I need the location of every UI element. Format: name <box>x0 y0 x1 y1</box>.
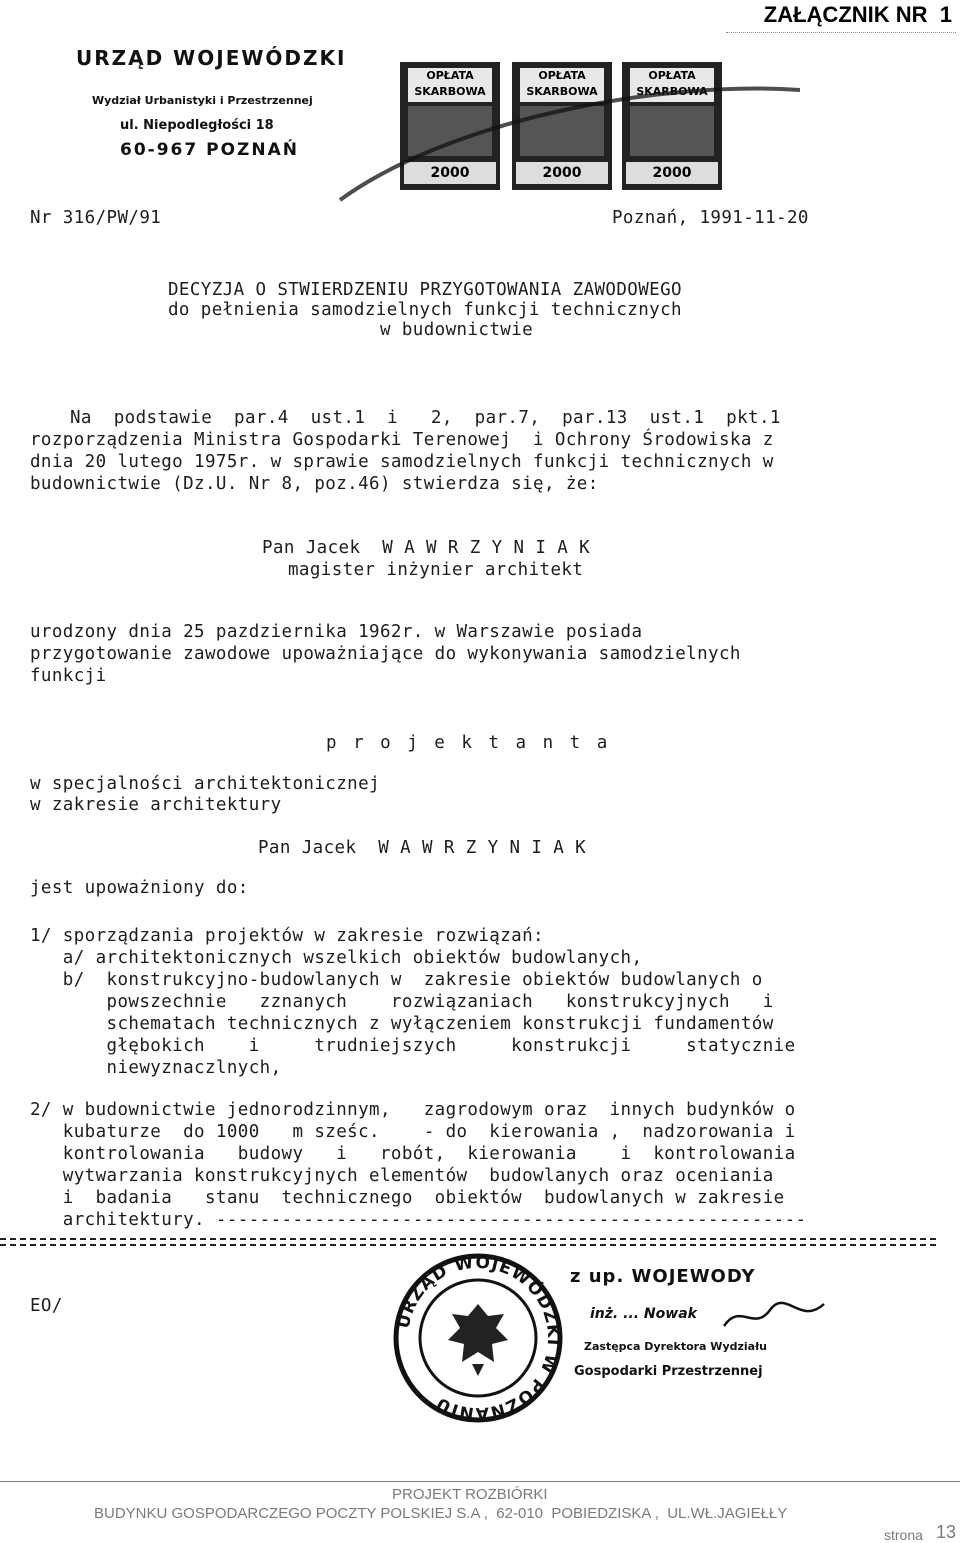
signature-line4: Gospodarki Przestrzennej <box>574 1364 763 1379</box>
specialty-line: w specjalności architektonicznej <box>30 774 380 794</box>
fee-stamp-label: OPŁATA SKARBOWA <box>408 68 492 102</box>
footer-project-title: PROJEKT ROZBIÓRKI <box>392 1486 548 1503</box>
basis-line: rozporządzenia Ministra Gospodarki Terenowej i Ochrony Środowiska z <box>30 430 774 450</box>
document-number: Nr 316/PW/91 <box>30 208 162 228</box>
person-title: magister inżynier architekt <box>288 560 584 580</box>
scope-line: kontrolowania budowy i robót, kierowania i kontrolowania <box>30 1144 796 1164</box>
signature-stamp <box>570 1262 830 1422</box>
scope-line: wytwarzania konstrukcyjnych elementów budowlanych oraz oceniania <box>30 1166 774 1186</box>
dashed-rule <box>0 1244 936 1246</box>
office-stamp-line2: Wydział Urbanistyki i Przestrzennej <box>92 94 313 107</box>
title-line: DECYZJA O STWIERDZENIU PRZYGOTOWANIA ZAWODOWEGO <box>168 280 682 300</box>
fee-stamp-label: OPŁATA SKARBOWA <box>520 68 604 102</box>
specialty-line: w zakresie architektury <box>30 795 282 815</box>
scope-line: 2/ w budownictwie jednorodzinnym, zagrodowym oraz innych budynków o <box>30 1100 796 1120</box>
scope-line: 1/ sporządzania projektów w zakresie rozwiązań: <box>30 926 544 946</box>
office-stamp-line1: URZĄD WOJEWÓDZKI <box>76 46 347 70</box>
scope-line: schematach technicznych z wyłączeniem konstrukcji fundamentów <box>30 1014 774 1034</box>
born-line: przygotowanie zawodowe upoważniające do wykonywania samodzielnych <box>30 644 741 664</box>
page-label: strona <box>884 1527 923 1543</box>
footer-rule <box>0 1481 960 1482</box>
scope-line: głębokich i trudniejszych konstrukcji statycznie <box>30 1036 796 1056</box>
round-seal <box>392 1252 564 1424</box>
office-stamp-line3: ul. Niepodległości 18 <box>120 118 274 133</box>
attachment-heading: ZAŁĄCZNIK NR 1 <box>763 2 952 27</box>
fee-stamp-value: 2000 <box>404 162 496 184</box>
title-line: w budownictwie <box>380 320 534 340</box>
overprint-stamp-arc <box>330 60 810 210</box>
signature-line1: z up. WOJEWODY <box>570 1266 756 1287</box>
distribution-note: EO/ <box>30 1296 63 1316</box>
person-name-repeat: Pan Jacek W A W R Z Y N I A K <box>258 838 587 858</box>
eagle-emblem-icon <box>448 1304 508 1376</box>
scope-line: powszechnie zznanych rozwiązaniach konstrukcyjnych i <box>30 992 774 1012</box>
signature-scribble <box>720 1296 830 1336</box>
footer-building-address: BUDYNKU GOSPODARCZEGO POCZTY POLSKIEJ S.A , 62-010 POBIEDZISKA , UL.WŁ.JAGIEŁŁY <box>94 1505 788 1522</box>
fee-stamp-value: 2000 <box>626 162 718 184</box>
header-rule <box>726 32 956 33</box>
born-line: funkcji <box>30 666 107 686</box>
title-line: do pełnienia samodzielnych funkcji technicznych <box>168 300 682 320</box>
basis-line: dnia 20 lutego 1975r. w sprawie samodzielnych funkcji technicznych w <box>30 452 774 472</box>
page-number: 13 <box>936 1522 957 1542</box>
authorized-to: jest upoważniony do: <box>30 878 249 898</box>
person-name: Pan Jacek W A W R Z Y N I A K <box>262 538 591 558</box>
born-line: urodzony dnia 25 pazdziernika 1962r. w Warszawie posiada <box>30 622 643 642</box>
scope-line: architektury. ------------------------------------------------------ <box>30 1210 807 1230</box>
fee-stamp-label: OPŁATA SKARBOWA <box>630 68 714 102</box>
scope-line: a/ architektonicznych wszelkich obiektów budowlanych, <box>30 948 643 968</box>
place-date: Poznań, 1991-11-20 <box>612 208 809 228</box>
scope-line: b/ konstrukcyjno-budowlanych w zakresie obiektów budowlanych o <box>30 970 763 990</box>
scope-line: kubaturze do 1000 m sześc. - do kierowania , nadzorowania i <box>30 1122 796 1142</box>
function-title: p r o j e k t a n t a <box>326 733 611 753</box>
office-stamp-line4: 60-967 POZNAŃ <box>120 140 299 160</box>
signature-line3: Zastępca Dyrektora Wydziału <box>584 1340 767 1353</box>
seal-ring-text: URZĄD WOJEWÓDZKI W POZNANIU <box>393 1252 564 1424</box>
dashed-rule <box>0 1238 936 1240</box>
fee-stamp-value: 2000 <box>516 162 608 184</box>
basis-line: budownictwie (Dz.U. Nr 8, poz.46) stwierdza się, że: <box>30 474 599 494</box>
basis-line: Na podstawie par.4 ust.1 i 2, par.7, par.13 ust.1 pkt.1 <box>70 408 781 428</box>
scope-line: niewyznaczlnych, <box>30 1058 282 1078</box>
signature-line2: inż. ... Nowak <box>590 1306 697 1322</box>
scope-line: i badania stanu technicznego obiektów budowlanych w zakresie <box>30 1188 785 1208</box>
